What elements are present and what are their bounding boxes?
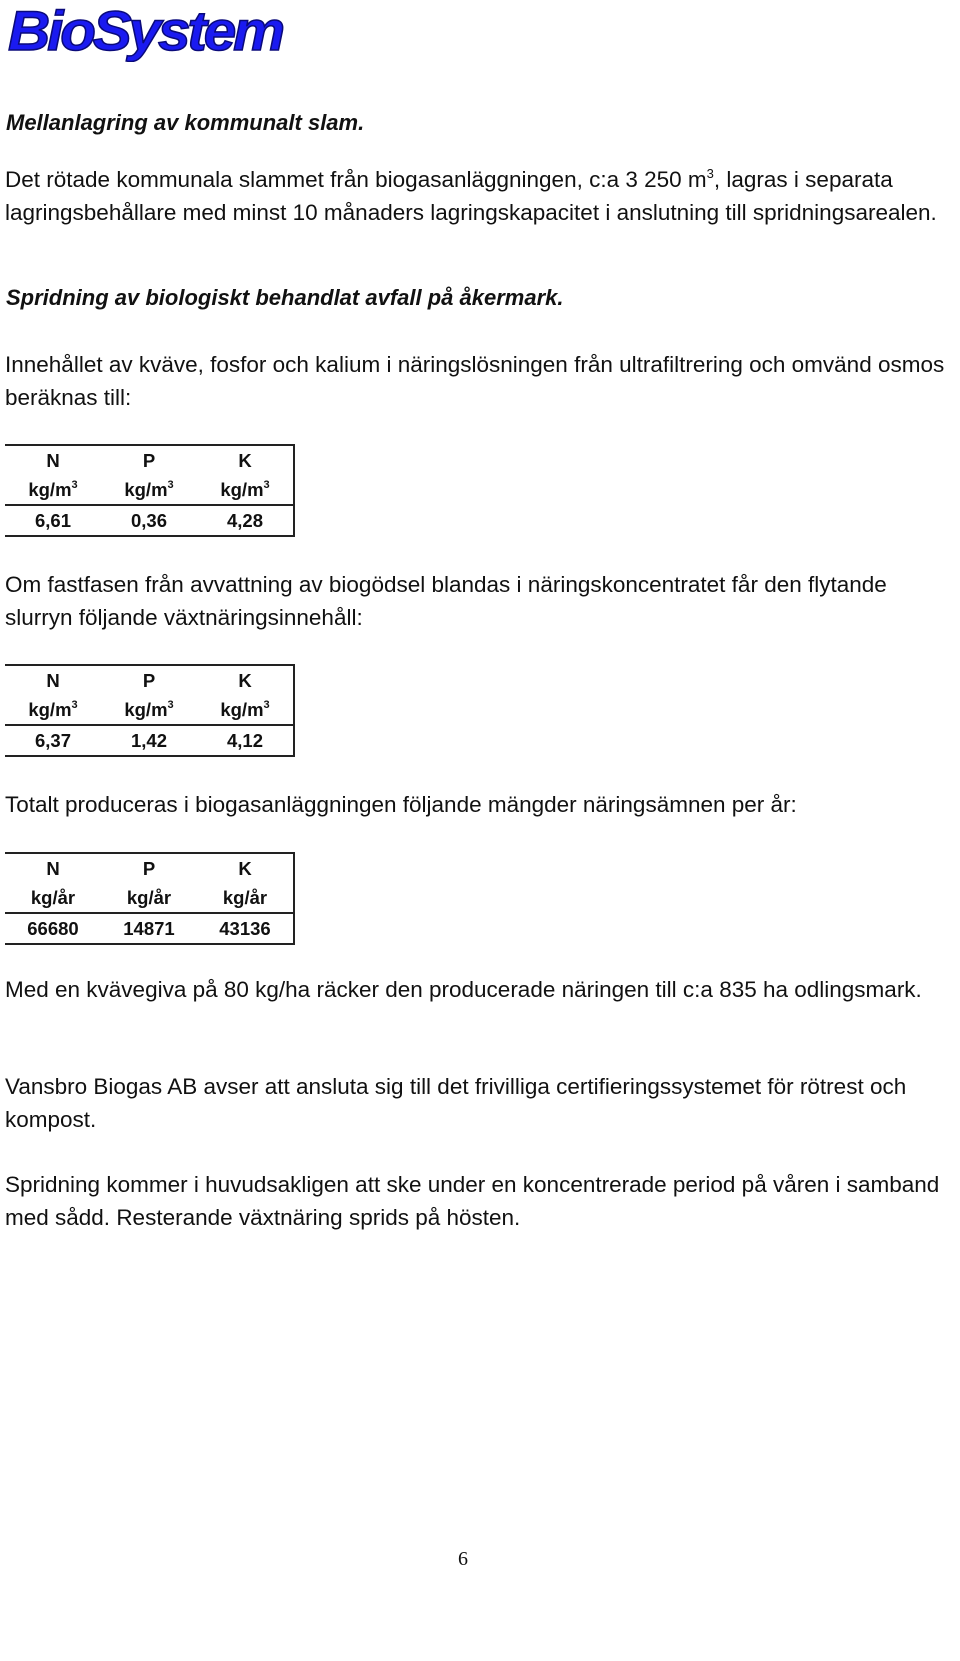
table-unit-cell: kg/år [126,886,172,908]
table-value-row [5,505,294,536]
table-unit-cell [101,695,197,725]
table-header-p: P [101,445,197,475]
table-value-p: 14871 [101,913,197,944]
logo-text: BioSystem [8,0,284,62]
table-value-n: 6,37 [5,725,101,756]
nutrient-table-2 [5,664,295,757]
table-unit-cell [197,475,294,505]
table-value-row [5,725,294,756]
unit-superscript: 3 [71,478,78,491]
unit-text: kg/m [124,698,168,720]
unit-text: kg/m [220,478,264,500]
unit-text: kg/m [124,478,168,500]
unit-superscript: 3 [263,478,270,491]
logo-wordmark [6,0,296,62]
table-unit-cell [197,695,294,725]
superscript-three: 3 [706,166,714,181]
unit-superscript: 3 [263,698,270,711]
table-value-n: 66680 [5,913,101,944]
table-header-row [5,853,294,883]
paragraph-rotat-slam-part2: , lagras i separata lagringsbehållare med minst 10 månaders lagringskapacitet i anslutning till spridningsarealen. [5,167,937,225]
table-unit-cell [5,695,101,725]
heading-spridning: Spridning av biologiskt behandlat avfall på åkermark. [6,285,564,310]
page-number: 6 [458,1548,468,1570]
paragraph-fastfasen: Om fastfasen från avvattning av biogödsel blandas i näringskoncentratet får den flytande slurryn följande växtnäringsinnehåll: [5,572,887,630]
unit-text: kg/m [28,478,72,500]
table-unit-cell: kg/år [30,886,76,908]
nutrient-table-3 [5,852,295,945]
unit-text: kg/m [28,698,72,720]
table-unit-row [5,475,294,505]
table-unit-cell [101,475,197,505]
paragraph-spridning-tid: Spridning kommer i huvudsakligen att ske under en koncentrerade period på våren i samband med sådd. Resterande växtnäring sprids på hösten. [5,1172,940,1230]
table-value-n: 6,61 [5,505,101,536]
table-header-k: K [197,665,294,695]
unit-text: kg/m [220,698,264,720]
paragraph-rotat-slam-part1: Det rötade kommunala slammet från biogasanläggningen, c:a 3 250 m [5,167,707,192]
table-value-k: 4,28 [197,505,294,536]
table-header-k: K [197,853,294,883]
paragraph-kvavegiva: Med en kvävegiva på 80 kg/ha räcker den producerade näringen till c:a 835 ha odlingsmark. [5,977,922,1002]
table-header-p: P [101,665,197,695]
table-header-k: K [197,445,294,475]
table-header-n: N [5,445,101,475]
unit-superscript: 3 [71,698,78,711]
table-header-row [5,445,294,475]
heading-mellanlagring: Mellanlagring av kommunalt slam. [6,110,365,135]
table-value-k: 4,12 [197,725,294,756]
table-value-k: 43136 [197,913,294,944]
table-header-row [5,665,294,695]
table-unit-row [5,883,294,913]
table-header-n: N [5,665,101,695]
table-header-p: P [101,853,197,883]
table-value-row [5,913,294,944]
unit-superscript: 3 [167,698,174,711]
unit-superscript: 3 [167,478,174,491]
biosystem-logo [6,0,296,62]
paragraph-vansbro: Vansbro Biogas AB avser att ansluta sig till det frivilliga certifieringssystemet för rötrest och kompost. [5,1074,907,1132]
nutrient-table-1 [5,444,295,537]
table-value-p: 0,36 [101,505,197,536]
paragraph-innehallet: Innehållet av kväve, fosfor och kalium i näringslösningen från ultrafiltrering och omvänd osmos beräknas till: [5,352,945,410]
table-value-p: 1,42 [101,725,197,756]
table-header-n: N [5,853,101,883]
paragraph-rotat-slam [5,163,950,229]
paragraph-totalt: Totalt produceras i biogasanläggningen följande mängder näringsämnen per år: [5,792,797,817]
table-unit-cell [5,475,101,505]
table-unit-row [5,695,294,725]
table-unit-cell: kg/år [197,883,294,913]
